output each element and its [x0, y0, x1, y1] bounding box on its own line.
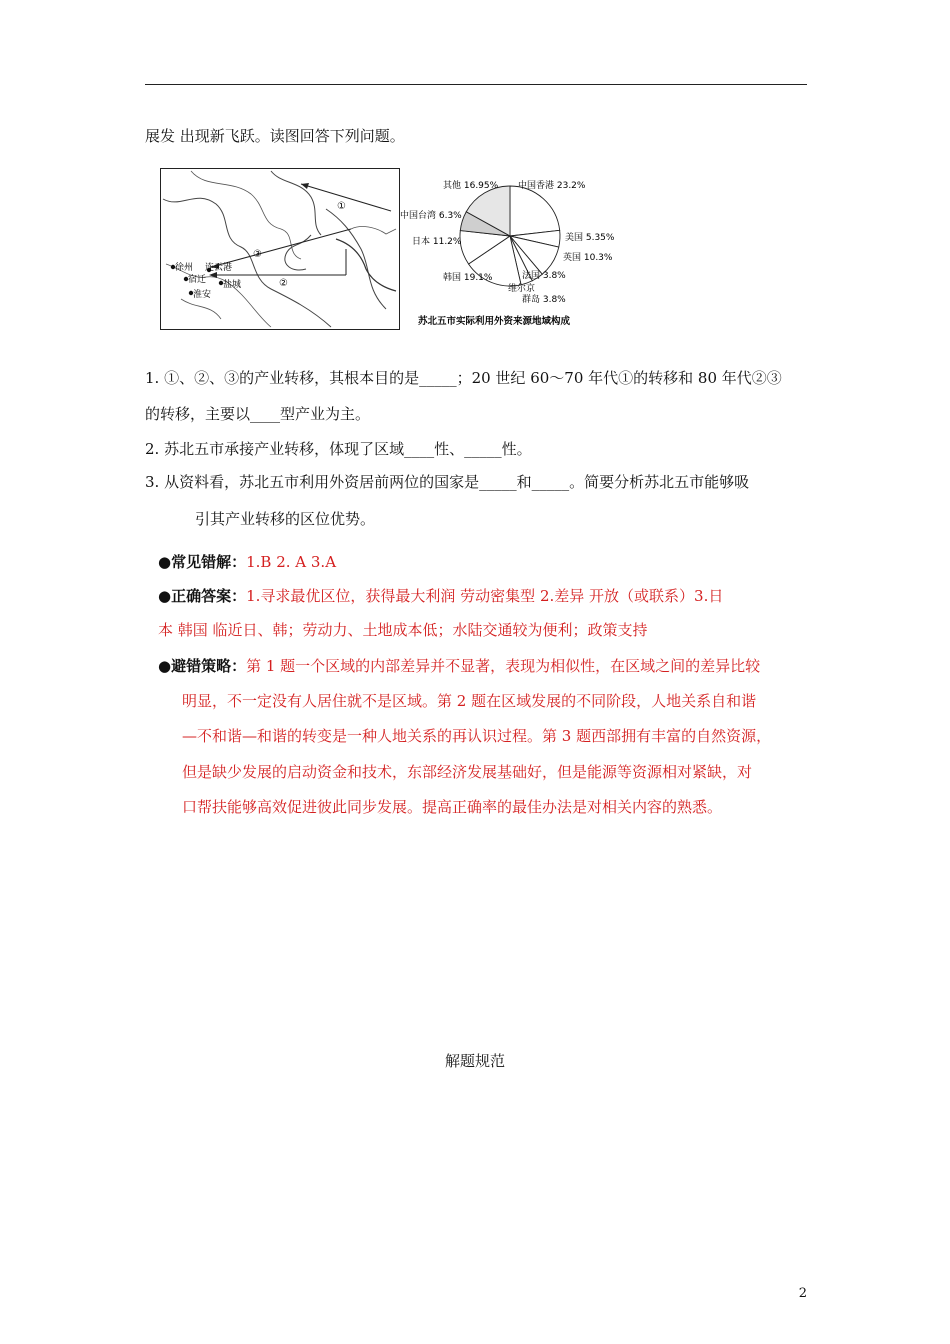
correct-answer-text-2: 本 韩国 临近日、韩；劳动力、土地成本低；水陆交通较为便利；政策支持 [158, 621, 648, 639]
question-1-line-b: 的转移，主要以____型产业为主。 [145, 405, 371, 423]
pie-caption: 苏北五市实际利用外资来源地域构成 [418, 316, 571, 327]
pie-chart-svg [398, 168, 620, 334]
pie-label-other: 其他 16.95% [443, 181, 499, 191]
error-strategy-text-3: —不和谐—和谐的转变是一种人地关系的再认识过程。第 3 题西部拥有丰富的自然资源， [182, 727, 772, 745]
common-errors-text: 1.B 2. A 3.A [246, 553, 337, 571]
error-strategy-text-4: 但是缺少发展的启动资金和技术，东部经济发展基础好，但是能源等资源相对紧缺，对 [182, 763, 753, 781]
lianyungang-label: 连云港 [205, 263, 233, 273]
question-3-line-b: 引其产业转移的区位优势。 [195, 510, 376, 528]
common-errors-label: ●常见错解： [158, 553, 247, 571]
pie-label-vi2: 群岛 3.8% [522, 295, 566, 305]
map-svg [161, 169, 399, 329]
header-rule [145, 84, 807, 85]
pie-label-fr: 法国 3.8% [522, 271, 566, 281]
error-strategy-text-1: 第 1 题一个区域的内部差异并不显著，表现为相似性，在区域之间的差异比较 [246, 657, 761, 675]
page-number: 2 [798, 1286, 807, 1301]
circle-2-label: ② [279, 278, 288, 289]
section-heading: 解题规范 [444, 1052, 505, 1070]
pie-label-hk: 中国香港 23.2% [518, 181, 586, 191]
circle-3-label: ③ [253, 249, 262, 260]
correct-answer [158, 586, 723, 606]
pie-label-uk: 英国 10.3% [563, 253, 613, 263]
suqian-label: 宿迁 [188, 275, 207, 285]
error-strategy-text-5: 口帮扶能够高效促进彼此同步发展。提高正确率的最佳办法是对相关内容的熟悉。 [182, 798, 723, 816]
question-1-line-a: 1. ①、②、③的产业转移，其根本目的是_____；20 世纪 60～70 年代①的转移和 80 年代②③ [145, 369, 782, 387]
correct-answer-text-1: 1.寻求最优区位，获得最大利润 劳动密集型 2.差异 开放（或联系）3.日 [246, 587, 724, 605]
pie-label-jp: 日本 11.2% [412, 237, 462, 247]
huaian-label: 淮安 [193, 290, 212, 300]
question-2: 2. 苏北五市承接产业转移，体现了区域____性、_____性。 [145, 440, 532, 458]
map-figure [160, 168, 400, 330]
error-strategy-label: ●避错策略： [158, 657, 247, 675]
pie-figure [398, 168, 620, 334]
common-errors [158, 552, 336, 572]
correct-answer-label: ●正确答案： [158, 587, 247, 605]
question-3-line-a: 3. 从资料看，苏北五市利用外资居前两位的国家是_____和_____。简要分析苏北五市能够吸 [145, 473, 750, 491]
pie-label-us: 美国 5.35% [565, 233, 615, 243]
pie-label-tw: 中国台湾 6.3% [400, 211, 462, 221]
pie-label-vi: 维尔京 [508, 284, 536, 294]
pie-slice-0 [510, 186, 560, 236]
pie-label-kr: 韩国 19.1% [443, 273, 493, 283]
error-strategy-text-2: 明显，不一定没有人居住就不是区域。第 2 题在区域发展的不同阶段，人地关系自和谐 [182, 692, 757, 710]
xuzhou-label: 徐州 [175, 263, 194, 273]
yancheng-label: 盐城 [223, 280, 242, 290]
circle-1-label: ① [337, 201, 346, 212]
error-strategy [158, 656, 760, 676]
intro-text: 展发 出现新飞跃。读图回答下列问题。 [145, 127, 405, 145]
